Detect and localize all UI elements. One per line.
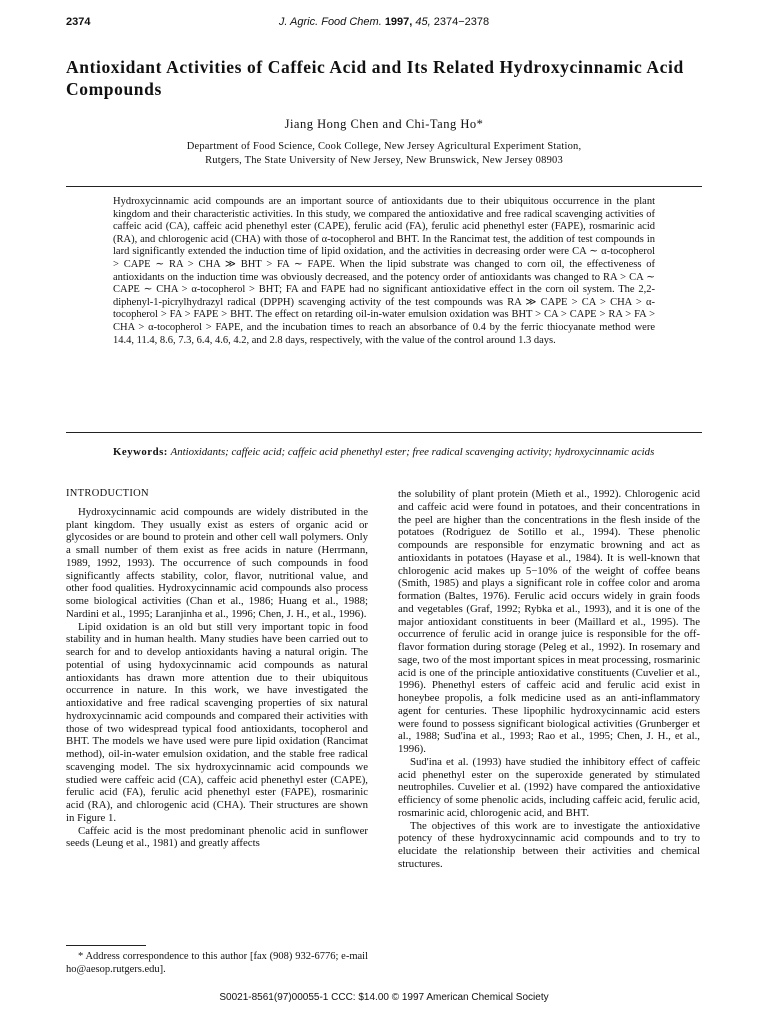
abstract-top-rule xyxy=(66,186,702,187)
paragraph: Hydroxycinnamic acid compounds are widely distributed in the plant kingdom. They usually exist as esters of organic acid or glycosides or are bound to protein and other cell wall polymers. Only a small number of them exist as free acids in nature (Herrmann, 1989, 1992, 1993). The occurrence of such compounds in food significantly affects stability, color, flavor, nutritional value, and other food qualities. Hydroxycinnamic acid compounds also process some biological activities (Chan et al., 1986; Huang et al., 1988; Nardini et al., 1995; Laranjinha et al., 1996; Chen, J. H., et al., 1996). xyxy=(66,505,368,620)
journal-name: J. Agric. Food Chem. xyxy=(278,16,382,28)
section-heading-introduction: INTRODUCTION xyxy=(66,488,149,499)
journal-volume: 45, xyxy=(415,16,431,28)
right-column xyxy=(398,488,700,871)
paragraph: Lipid oxidation is an old but still very important topic in food stability and in human health. Many studies have been carried out to search for and to develop antioxidants having a natural origin. The potential of using hydoxycinnamic acid compounds as natural antioxidants has drawn more attention due to their ubiquitous occurrence in nature. In this work, we have investigated the antioxidative and free radical scavenging properties of six natural hydroxycinnamic acid compounds and compared their activities with those of two widespread typical food antioxidants, tocopherol and BHT. The models we have used were pure lipid oxidation (Rancimat method), oil-in-water emulsion oxidation, and the stable free radical scavenging model. The six hydroxycinnamic acid compounds we studied were caffeic acid (CA), caffeic acid phenethyl ester (CAPE), ferulic acid (FA), ferulic acid phenethyl ester (FAPE), rosmarinic acid (RA), and chlorogenic acid (CHA). Their structures are shown in Figure 1. xyxy=(66,620,368,824)
paragraph: Sud'ina et al. (1993) have studied the inhibitory effect of caffeic acid phenethyl ester on the superoxide generated by stimulated neutrophiles. Cuvelier et al. (1992) have compared the antioxidative efficiency of some phenolic acids, including caffeic acid, ferulic acid, rosmarinic acid, chlorogenic acid, and BHT. xyxy=(398,755,700,819)
abstract-bottom-rule xyxy=(66,432,702,433)
abstract: Hydroxycinnamic acid compounds are an important source of antioxidants due to their ubiquitous occurrence in the plant kingdom and their characteristic activities. In this study, we compared the antioxidative and free radical scavenging activities of caffeic acid (CA), caffeic acid phenethyl ester (CAPE), ferulic acid (FA), ferulic acid phenethyl ester (FAPE), rosmarinic acid (RA), and chlorogenic acid (CHA) with those of α-tocopherol and BHT. In the Rancimat test, the addition of test compounds in lard significantly extended the induction time of lipid oxidation, and the activities in decreasing order were CA ∼ α-tocopherol > CAPE ∼ RA > CHA ≫ BHT > FA ∼ FAPE. When the lipid substrate was changed to corn oil, the effectiveness of antioxidants on the induction time was obviously decreased, and the potency order of antioxidants was changed to RA > CA ∼ CAPE ∼ CHA > α-tocopherol > BHT; FA and FAPE had no significant antioxidative effect in the corn oil system. The 2,2-diphenyl-1-picrylhydrazyl radical (DPPH) scavenging activity of the test compounds was RA ≫ CAPE > CA > CHA > α-tocopherol > FA > FAPE > BHT. The effect on retarding oil-in-water emulsion oxidation was BHT > CA > CAPE > RA > FA > CHA > α-tocopherol > FAPE, and the incubation times to reach an absorbance of 0.4 by the ferric thiocyanate method were 14.4, 11.4, 8.6, 7.3, 6.4, 4.6, 4.2, and 2.8 days, respectively, with the value of the control around 1.3 days. xyxy=(113,196,655,346)
copyright-footer: S0021-8561(97)00055-1 CCC: $14.00 © 1997 American Chemical Society xyxy=(219,992,549,1003)
affiliation-line-2: Rutgers, The State University of New Jersey, New Brunswick, New Jersey 08903 xyxy=(205,155,563,166)
journal-pages: 2374−2378 xyxy=(433,16,490,28)
page-number: 2374 xyxy=(66,16,91,28)
keywords-text: Antioxidants; caffeic acid; caffeic acid phenethyl ester; free radical scavenging activity; hydroxycinnamic acids xyxy=(170,446,655,458)
paragraph: Caffeic acid is the most predominant phenolic acid in sunflower seeds (Leung et al., 1981) and greatly affects xyxy=(66,824,368,850)
paragraph: the solubility of plant protein (Mieth et al., 1992). Chlorogenic acid and caffeic acid were found in potatoes, and their concentrations in the peel are higher than the concentrations in the flesh inside of the potatoes (Rodriguez de Sotillo et al., 1994). These phenolic compounds are responsible for enzymatic browning and act as antioxidants in potatoes (Hayase et al., 1984). It is well-known that chlorogenic acid makes up 5−10% of the weight of coffee beans (Smith, 1985) and plays a significant role in coffee color and aroma formation (Baltes, 1976). Ferulic acid occurs widely in grain foods and vegetables (Graf, 1992; Rybka et al., 1993), and it is one of the major antioxidant constituents in beer (Maillard et al., 1995). The occurrence of ferulic acid in orange juice is responsible for the off-flavor formation during storage (Peleg et al., 1992). In rosemary and sage, two of the most important spices in meat processing, rosmarinic acid is one of the principle antioxidative constituents (Cuvelier et al., 1996). Phenethyl esters of caffeic acid and ferulic acid exist in honeybee propolis, a folk medicine used as an anti-inflammatory agent for centuries. These lipophilic hydroxycinnamic acid esters were found to possess significant biological activities (Grunberger et al., 1988; Sud'ina et al., 1993; Rao et al., 1995; Chen, J. H., et al., 1996). xyxy=(398,488,700,755)
keywords xyxy=(113,446,655,460)
affiliation-line-1: Department of Food Science, Cook College, New Jersey Agricultural Experiment Station, xyxy=(186,141,582,152)
authors: Jiang Hong Chen and Chi-Tang Ho* xyxy=(284,117,484,131)
affiliation xyxy=(0,140,768,168)
paper-title: Antioxidant Activities of Caffeic Acid and Its Related Hydroxycinnamic Acid Compounds xyxy=(66,57,684,99)
keywords-label: Keywords: xyxy=(113,446,168,458)
correspondence-footnote: * Address correspondence to this author [fax (908) 932-6776; e-mail ho@aesop.rutgers.edu]. xyxy=(66,951,368,975)
footnote-rule xyxy=(66,945,146,946)
paragraph: The objectives of this work are to investigate the antioxidative potency of these hydroxycinnamic acid compounds and to try to elucidate the relationship between their activities and chemical structures. xyxy=(398,819,700,870)
journal-year: 1997, xyxy=(384,16,413,28)
journal-citation xyxy=(0,16,768,28)
left-column xyxy=(66,488,368,850)
